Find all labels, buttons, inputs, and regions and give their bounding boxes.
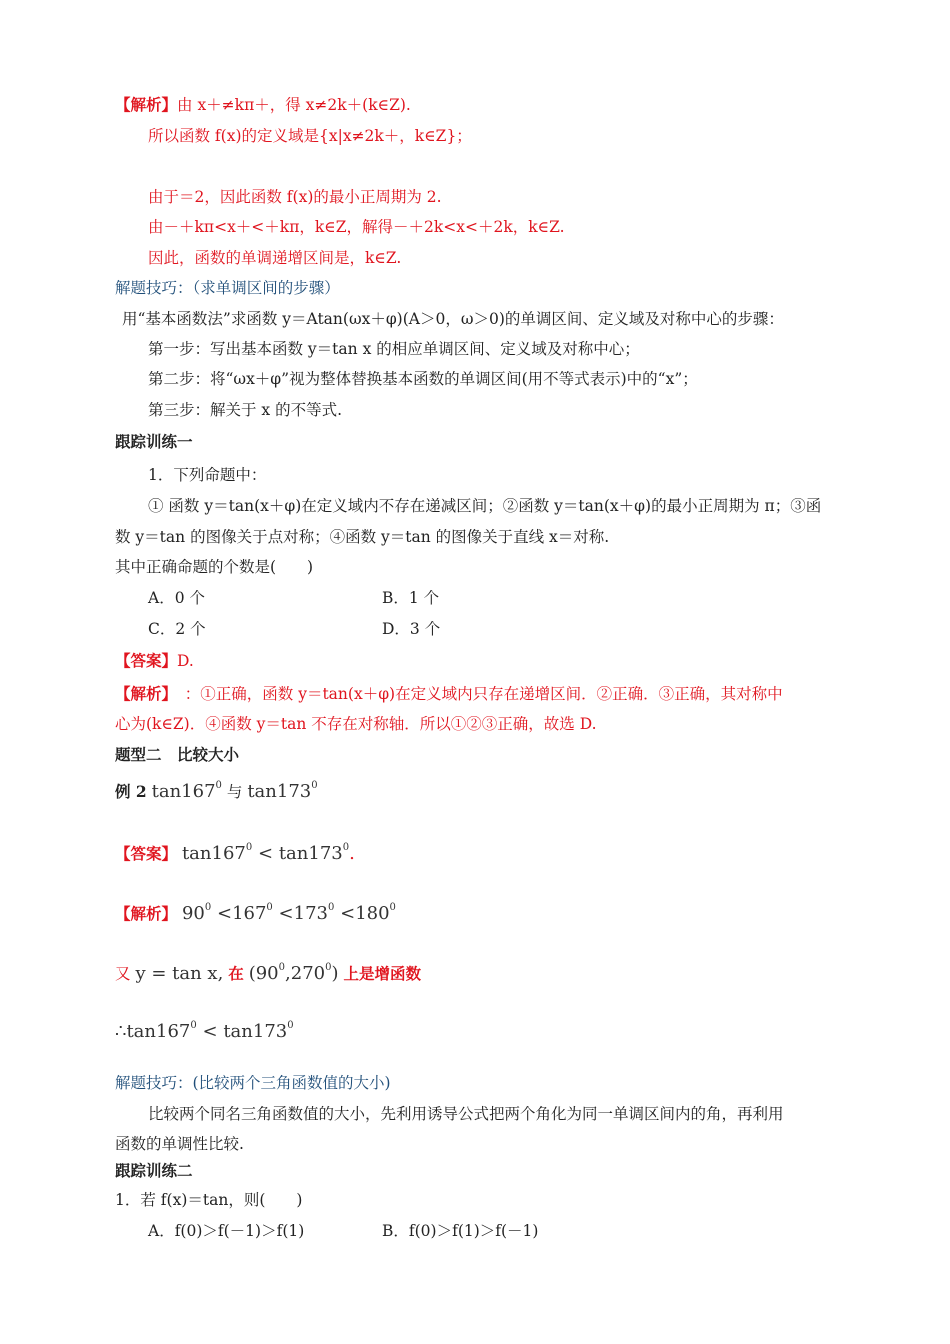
step-3: 第三步：解关于 x 的不等式. [148,401,343,419]
tip-heading-1: 解题技巧：（求单调区间的步骤） [115,279,340,297]
practice-heading-2: 跟踪训练二 [115,1161,193,1180]
answer-label: 【答案】 [115,844,178,863]
analysis-line-1 [115,95,411,115]
domain-line: 所以函数 f(x)的定义域是{x|x≠2k＋，k∈Z}； [148,127,472,145]
type2-heading: 题型二 比较大小 [115,745,240,764]
option-a: A．0 个 [148,589,205,607]
practice2-option-b: B．f(0)＞f(1)＞f(－1) [382,1222,539,1240]
practice1-prompt: 其中正确命题的个数是( ) [115,558,314,576]
function-math: y = tan x, [135,963,224,984]
analysis-text: ：①正确，函数 y＝tan(x＋φ)在定义域内只存在递增区间．②正确．③正确，其对称中 [169,685,783,703]
answer-label: 【答案】 [115,651,178,670]
tip-intro: 用“基本函数法”求函数 y＝Atan(ωx＋φ)(A＞0，ω＞0)的单调区间、定义域及对称中心的步骤： [122,310,784,328]
increasing-text: 上是增函数 [343,964,421,983]
also-text: 又 [115,965,131,983]
inequality-line: 由－＋kπ<x＋<＋kπ，k∈Z，解得－＋2k<x<＋2k，k∈Z. [148,218,565,236]
example2-answer [115,838,355,864]
example2-line [115,776,318,802]
tip2-line1: 比较两个同名三角函数值的大小，先利用诱导公式把两个角化为同一单调区间内的角，再利用 [148,1105,784,1123]
practice1-answer [115,651,194,671]
practice1-analysis-line2: 心为(k∈Z)．④函数 y＝tan 不存在对称轴．所以①②③正确，故选 D. [115,715,597,733]
step-1: 第一步：写出基本函数 y＝tan x 的相应单调区间、定义域及对称中心； [148,340,640,358]
example2-monotonic-line [115,958,421,984]
step-2: 第二步：将“ωx＋φ”视为整体替换基本函数的单调区间(用不等式表示)中的“x”； [148,370,698,388]
answer-value: D. [177,652,194,670]
analysis-label: 【解析】 [115,904,178,923]
practice2-question: 1．若 f(x)＝tan，则( ) [115,1191,303,1209]
analysis-label: 【解析】 [115,95,178,114]
example-connector: 与 [226,783,243,801]
analysis-text: 由 x＋≠kπ＋，得 x≠2k＋(k∈Z). [177,96,411,114]
option-d: D．3 个 [382,620,441,638]
period-line: 由于＝2，因此函数 f(x)的最小正周期为 2. [148,188,442,206]
conclusion-math: $\therefore\tan 167^0 < \tan 173^0$ [115,1020,294,1042]
example-math-2: $\tan 173^0$ [247,780,318,802]
practice1-statement-line2: 数 y＝tan 的图像关于点对称；④函数 y＝tan 的图像关于直线 x＝对称. [115,528,610,546]
example2-conclusion [115,1016,294,1042]
practice1-question: 1．下列命题中： [148,466,267,484]
example-label: 例 2 [115,782,147,801]
analysis-math: $90^0 <167^0 <173^0 <180^0$ [181,902,396,924]
practice1-statement-line1: ① 函数 y＝tan(x＋φ)在定义域内不存在递减区间；②函数 y＝tan(x＋φ)的最小正周期为 π；③函 [148,497,822,515]
interval-math: $(90^0,270^0)$ [248,962,339,984]
tip2-line2: 函数的单调性比较. [115,1135,244,1153]
practice1-analysis-line1 [115,684,783,704]
practice2-option-a: A．f(0)＞f(－1)＞f(1) [148,1222,305,1240]
answer-math: $\tan 167^0 < \tan 173^0$. [181,842,355,864]
option-c: C．2 个 [148,620,206,638]
on-text: 在 [228,964,244,983]
practice-heading-1: 跟踪训练一 [115,432,193,451]
option-b: B．1 个 [382,589,440,607]
increasing-interval-line: 因此，函数的单调递增区间是，k∈Z. [148,249,402,267]
example2-analysis [115,898,396,924]
tip-heading-2: 解题技巧：(比较两个三角函数值的大小) [115,1074,391,1092]
analysis-label: 【解析】 [115,684,170,703]
example-math-1: $\tan 167^0$ [151,780,222,802]
